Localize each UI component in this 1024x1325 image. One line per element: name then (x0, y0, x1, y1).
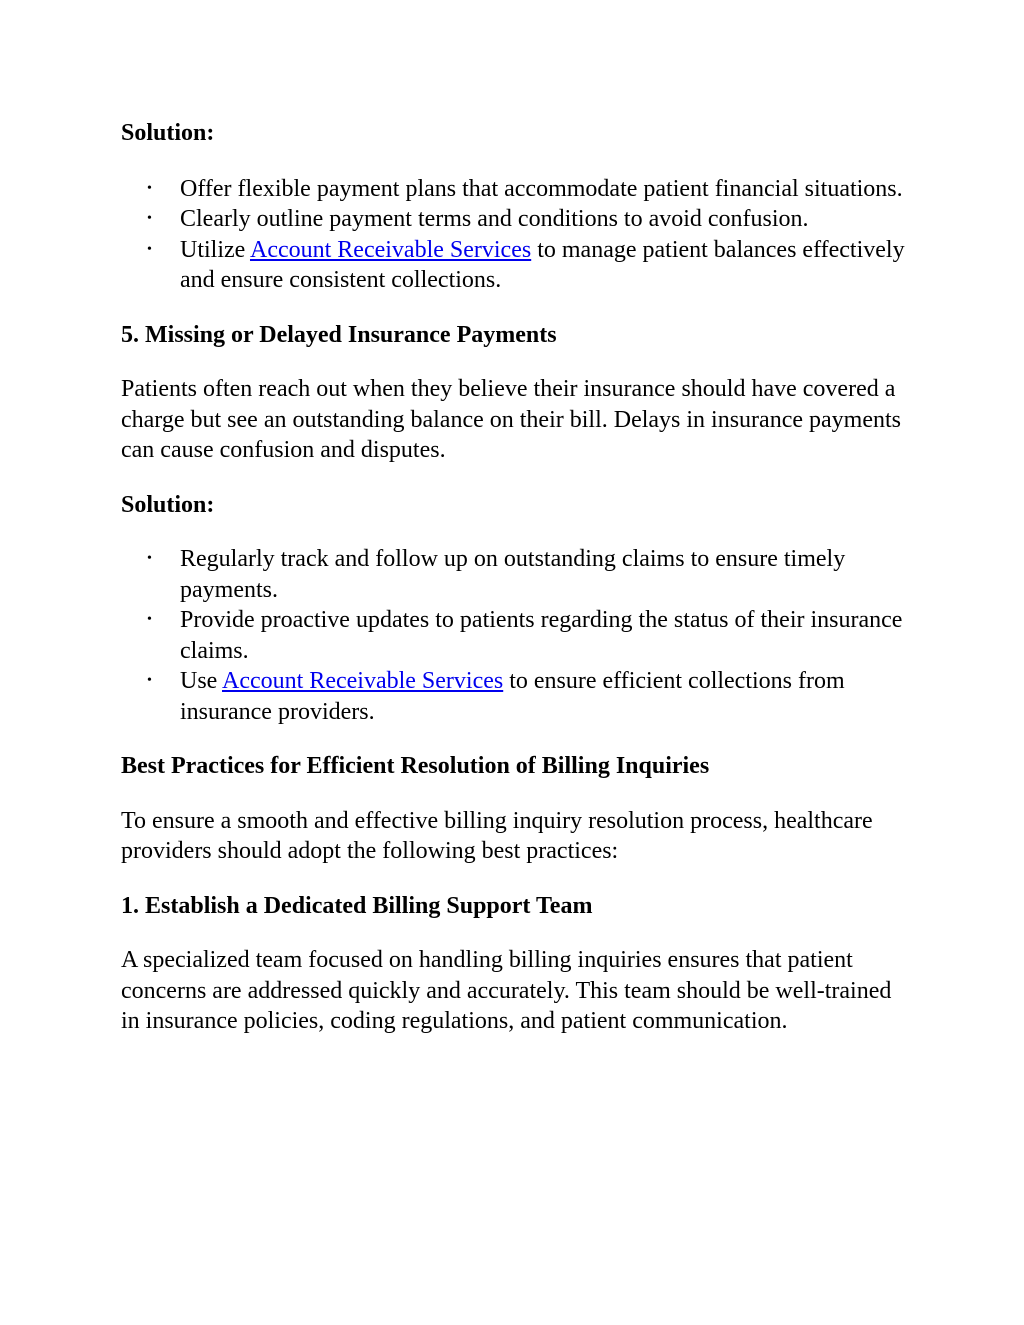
list-item-text-after: to ensure efficient collections from insurance providers. (180, 668, 845, 725)
list-item (121, 544, 911, 605)
list-item-text: Regularly track and follow up on outstanding claims to ensure timely payments. (180, 546, 846, 603)
account-receivable-services-link[interactable]: Account Receivable Services (222, 668, 504, 694)
bullet-icon: • (147, 673, 152, 688)
paragraph-missing-payments: Patients often reach out when they believe their insurance should have covered a charge but see an outstanding balance on their bill. Delays in insurance payments can cause confusion and disputes. (121, 376, 901, 463)
list-item-text-before: Utilize (180, 236, 250, 263)
section-heading-missing-payments: 5. Missing or Delayed Insurance Payments (121, 321, 557, 348)
solution-heading-1: Solution: (121, 120, 215, 146)
bullet-icon: • (147, 612, 152, 627)
section-heading-best-practices: Best Practices for Efficient Resolution of Billing Inquiries (121, 753, 710, 779)
list-item-text: Clearly outline payment terms and conditions to avoid confusion. (180, 206, 809, 232)
solution-list-2 (121, 544, 911, 727)
solution-list-1 (121, 174, 911, 296)
list-item (121, 605, 911, 666)
list-item (121, 235, 911, 296)
list-item-text-after: to manage patient balances effectively and ensure consistent collections. (180, 236, 905, 293)
list-item (121, 204, 911, 235)
document-page (121, 118, 911, 1037)
account-receivable-services-link[interactable]: Account Receivable Services (249, 236, 532, 263)
section-heading-dedicated-team: 1. Establish a Dedicated Billing Support Team (121, 892, 593, 919)
bullet-icon: • (147, 241, 152, 257)
list-item-text: Provide proactive updates to patients regarding the status of their insurance claims. (180, 607, 903, 664)
solution-heading-2: Solution: (121, 491, 215, 518)
list-item-text-before: Use (180, 668, 222, 694)
list-item-text: Offer flexible payment plans that accommodate patient financial situations. (180, 175, 903, 202)
list-item (121, 174, 911, 205)
bullet-icon: • (147, 551, 152, 566)
paragraph-best-practices: To ensure a smooth and effective billing inquiry resolution process, healthcare providers should adopt the following best practices: (121, 807, 873, 864)
bullet-icon: • (147, 211, 152, 226)
bullet-icon: • (147, 180, 152, 196)
paragraph-dedicated-team: A specialized team focused on handling billing inquiries ensures that patient concerns are addressed quickly and accurately. This team should be well-trained in insurance policies, coding regulations, and patient communication. (121, 947, 892, 1034)
list-item (121, 666, 911, 727)
